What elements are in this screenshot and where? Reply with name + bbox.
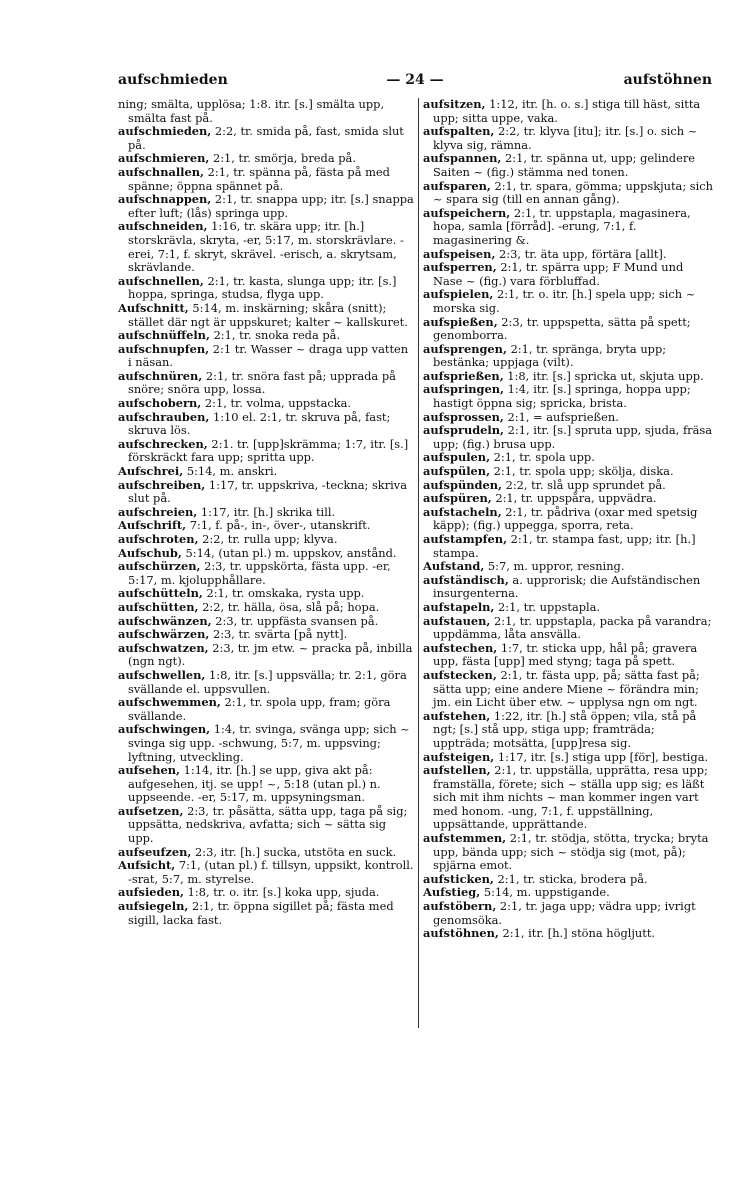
entry-definition: 2:1, tr. volma, uppstacka. [204, 396, 352, 411]
entry-headword: aufschwänzen, [118, 613, 212, 628]
dictionary-entry [118, 846, 414, 860]
entry-definition: 2:1, tr. o. itr. [h.] spela upp; sich ~ morska sig. [433, 287, 696, 315]
entry-headword: aufschnallen, [118, 164, 205, 179]
entry-headword: aufspulen, [423, 450, 491, 465]
entry-definition: 5:14, (utan pl.) m. uppskov, anstånd. [185, 545, 397, 560]
entry-definition: 1:17, itr. [s.] stiga upp [för], bestiga. [497, 749, 709, 764]
entry-definition: 2:1, tr. omskaka, rysta upp. [206, 586, 365, 601]
entry-headword: Aufstieg, [423, 885, 481, 900]
entry-definition: 2:1, tr. jaga upp; vädra upp; ivrigt genomsöka. [433, 899, 696, 927]
entry-headword: aufseufzen, [118, 844, 192, 859]
dictionary-entry [423, 424, 714, 451]
entry-definition: 5:14, m. inskärning; skåra (snitt); stället där ngt är uppskuret; kalter ~ kallskuret. [128, 300, 408, 329]
entry-definition: 2:3, tr. jm etw. ~ pracka på, inbilla (ngn ngt). [128, 640, 413, 669]
dictionary-entry [423, 125, 714, 152]
entry-headword: aufstemmen, [423, 831, 507, 846]
entry-headword: aufstellen, [423, 763, 491, 778]
entry-headword: aufstapeln, [423, 599, 495, 614]
dictionary-entry [423, 370, 714, 384]
dictionary-entry [118, 479, 414, 506]
entry-headword: Aufschrei, [118, 464, 184, 479]
entry-definition: 2:1, tr. spänna ut, upp; gelinderе Saiten ~ (fig.) stämma ned tonen. [433, 151, 696, 179]
dictionary-entry [118, 302, 414, 329]
dictionary-entry [423, 261, 714, 288]
entry-headword: aufsetzen, [118, 803, 184, 818]
dictionary-entry [423, 288, 714, 315]
entry-definition: 1:17, itr. [h.] skrika till. [200, 504, 336, 519]
entry-definition: 5:14, m. uppstigande. [483, 885, 610, 900]
entry-headword: aufschrauben, [118, 409, 210, 424]
dictionary-entry [118, 859, 414, 886]
dictionary-entry [118, 98, 414, 125]
header-right-headword: aufstöhnen [623, 72, 712, 88]
dictionary-entry [423, 343, 714, 370]
dictionary-entry [118, 533, 414, 547]
right-column [423, 98, 714, 941]
entry-definition: 2:1, tr. spola upp, fram; göra svällande. [128, 695, 391, 723]
entry-definition: 1:4, itr. [s.] springa, hoppa upp; hastigt öppna sig; spricka, brista. [433, 382, 691, 411]
dictionary-entry [423, 886, 714, 900]
entry-headword: aufstöbern, [423, 899, 497, 914]
dictionary-entry [423, 465, 714, 479]
entry-headword: aufsteigen, [423, 749, 495, 764]
dictionary-entry [423, 316, 714, 343]
dictionary-entry [118, 587, 414, 601]
dictionary-entry [423, 533, 714, 560]
dictionary-entry [423, 248, 714, 262]
entry-definition: 2:2, tr. slå upp sprundet på. [505, 477, 666, 492]
dictionary-entry [118, 642, 414, 669]
entry-headword: aufschütten, [118, 599, 199, 614]
entry-headword: aufschnellen, [118, 273, 204, 288]
entry-headword: aufschwemmen, [118, 695, 221, 710]
dictionary-entry [118, 696, 414, 723]
entry-headword: Aufschnitt, [118, 300, 189, 315]
dictionary-entry [118, 275, 414, 302]
dictionary-entry [423, 560, 714, 574]
dictionary-entry [118, 669, 414, 696]
entry-definition: 5:14, m. anskri. [186, 464, 278, 479]
entry-headword: aufspießen, [423, 314, 498, 329]
entry-headword: aufstampfen, [423, 532, 508, 546]
entry-headword: aufsitzen, [423, 98, 486, 111]
entry-definition: 2:1, tr. uppstapla. [498, 599, 601, 614]
entry-headword: aufstöhnen, [423, 926, 499, 941]
dictionary-entry [118, 886, 414, 900]
entry-headword: aufsperren, [423, 260, 497, 275]
entry-headword: aufspüren, [423, 491, 492, 506]
entry-definition: 2:1, tr. uppstapla, packa på varandra; uppdämma, låta ansvälla. [433, 613, 712, 642]
dictionary-entry [118, 560, 414, 587]
entry-headword: aufspülen, [423, 464, 491, 479]
dictionary-entry [423, 832, 714, 873]
entry-definition: 2:1, tr. spränga, bryta upp; bestänka; uppjaga (vilt). [433, 341, 667, 370]
entry-definition: 2:3, tr. svärta [på nytt]. [212, 627, 348, 642]
dictionary-entry [423, 574, 714, 601]
entry-definition: 2:1, tr. fästa upp, på; sätta fast på; sätta upp; eine andere Miene ~ förändra min; jm. ein Licht über etw. ~ upplysa ngn om ngt. [433, 667, 700, 710]
entry-definition: 1:17, tr. uppskriva, -teckna; skriva slut på. [128, 477, 408, 506]
dictionary-entry [118, 125, 414, 152]
dictionary-entry [423, 180, 714, 207]
dictionary-entry [118, 370, 414, 397]
entry-definition: 1:22, itr. [h.] stå öppen; vila, stå på ngt; [s.] stå upp, stiga upp; framträda; uppträda; motsätta, [upp]resa sig. [433, 708, 697, 750]
entry-headword: aufsticken, [423, 871, 494, 886]
dictionary-entry [118, 900, 414, 927]
entry-definition: 2:1, itr. [h.] stöna högljutt. [502, 926, 656, 941]
dictionary-entry [423, 642, 714, 669]
dictionary-entry [118, 152, 414, 166]
dictionary-entry [118, 506, 414, 520]
entry-headword: aufschreien, [118, 504, 198, 519]
entry-definition: 2:1, tr. snöra fast på; upprada på snöre; snöra upp, lossa. [128, 368, 396, 397]
entry-definition: 2:3, tr. uppfästa svansen på. [215, 613, 379, 628]
entry-headword: aufsprudeln, [423, 423, 505, 438]
dictionary-entry [423, 479, 714, 493]
entry-definition: 2:1, = aufsprießen. [507, 409, 619, 424]
entry-definition: 7:1, f. på-, in-, över-, utanskrift. [189, 518, 371, 533]
entry-definition: 2:2, tr. smida på, fast, smida slut på. [128, 124, 404, 152]
entry-headword: aufschobern, [118, 396, 202, 411]
dictionary-entry [423, 492, 714, 506]
entry-definition: 2:1. tr. [upp]skrämma; 1:7, itr. [s.] förskräckt fara upp; spritta upp. [128, 436, 409, 465]
dictionary-entry [118, 764, 414, 805]
entry-definition: 1:12, itr. [h. o. s.] stiga till häst, sitta upp; sitta uppe, vaka. [433, 98, 701, 125]
entry-headword: aufstacheln, [423, 504, 502, 519]
entry-definition: 2:1, tr. stampa fast, upp; itr. [h.] stampa. [433, 532, 696, 560]
dictionary-entry [423, 669, 714, 710]
entry-headword: aufschnüren, [118, 368, 203, 383]
entry-headword: Aufschub, [118, 545, 182, 560]
entry-definition: 2:1, tr. sticka, brodera på. [497, 871, 648, 886]
entry-headword: aufschmieden, [118, 124, 212, 139]
dictionary-entry [118, 438, 414, 465]
entry-definition: 2:1, tr. uppstapla, magasinera, hopa, samla [förråd]. -erung, 7:1, f. magasinering &. [433, 205, 691, 247]
entry-headword: aufspielen, [423, 287, 494, 302]
entry-headword: aufsieden, [118, 885, 185, 900]
dictionary-entry [423, 900, 714, 927]
dictionary-entry [118, 397, 414, 411]
entry-definition: 2:1, tr. uppställa, upprätta, resa upp; framställa, förete; sich ~ ställa upp sig; es läßt sich mit ihm nichts ~ man kommer ingen vart med honom. -ung, 7:1, f. uppställning, uppsättande, upprättande. [433, 763, 708, 832]
entry-headword: aufschmieren, [118, 151, 210, 166]
entry-definition: 2:1, tr. snoka reda på. [213, 328, 341, 343]
dictionary-entry [118, 547, 414, 561]
entry-headword: aufspeichern, [423, 205, 511, 220]
page-number: — 24 — [386, 72, 444, 88]
dictionary-entry [118, 805, 414, 846]
entry-headword: aufstechen, [423, 640, 498, 655]
entry-definition: 2:2, tr. rulla upp; klyva. [202, 532, 338, 546]
dictionary-entry [118, 723, 414, 764]
dictionary-entry [423, 98, 714, 125]
entry-headword: aufspannen, [423, 151, 502, 166]
entry-definition: 2:1, tr. spara, gömma; uppskjuta; sich ~ spara sig (till en annan gång). [433, 178, 714, 207]
entry-definition: 2:1, tr. pådriva (oxar med spetsig käpp); (fig.) uppegga, sporra, reta. [433, 504, 698, 533]
entry-headword: aufschwingen, [118, 722, 211, 737]
entry-headword: aufsprengen, [423, 341, 507, 356]
dictionary-entry [423, 710, 714, 751]
entry-headword: aufschürzen, [118, 559, 201, 574]
entry-headword: aufstehen, [423, 708, 491, 723]
entry-headword: Aufstand, [423, 559, 485, 574]
entry-headword: aufspringen, [423, 382, 505, 397]
entry-definition: 2:1, tr. stödja, stötta, trycka; bryta upp, bända upp; sich ~ stödja sig (mot, på); spjärna emot. [433, 831, 709, 873]
entry-definition: 1:4, tr. svinga, svänga upp; sich ~ svinga sig upp. -schwung, 5:7, m. uppsving; lyftning, utveckling. [128, 722, 410, 764]
entry-definition: 2:1, tr. spärra upp; F Mund und Nase ~ (fig.) vara förbluffad. [433, 260, 684, 288]
entry-definition: 1:8, itr. [s.] uppsvälla; tr. 2:1, göra svällande el. uppsvullen. [128, 667, 407, 696]
dictionary-entry [423, 751, 714, 765]
entry-definition: 2:3, tr. påsätta, sätta upp, taga på sig; uppsätta, nedskriva, avfatta; sich ~ sätta sig upp. [128, 803, 408, 846]
dictionary-entry [118, 519, 414, 533]
dictionary-entry [118, 411, 414, 438]
dictionary-entry [118, 329, 414, 343]
left-column [118, 98, 414, 927]
entry-definition: 2:3, tr. uppskörta, fästa upp. -er, 5:17, m. kjolupphållare. [128, 559, 391, 587]
dictionary-entry [118, 343, 414, 370]
entry-definition: 2:1, tr. uppspåra, uppvädra. [495, 491, 657, 506]
entry-definition: 1:14, itr. [h.] se upp, giva akt på: aufgesehen, itj. se upp! ~, 5:18 (utan pl.) n. uppseende. -er, 5:17, m. uppsyningsman. [128, 763, 381, 805]
dictionary-entry [118, 220, 414, 274]
dictionary-entry [423, 615, 714, 642]
entry-definition: 2:2, tr. hälla, ösa, slå på; hopa. [202, 599, 380, 614]
entry-headword: aufschrecken, [118, 436, 208, 451]
dictionary-entry [423, 601, 714, 615]
dictionary-entry [423, 451, 714, 465]
entry-definition: 1:8, itr. [s.] spricka ut, skjuta upp. [507, 368, 704, 383]
entry-headword: aufschwärzen, [118, 627, 210, 642]
entry-definition: 2:1, tr. snappa upp; itr. [s.] snappa efter luft; (lås) springa upp. [128, 192, 414, 220]
entry-definition: 2:1, tr. spänna på, fästa på med spänne; öppna spännet på. [128, 164, 390, 193]
header-left-headword: aufschmieden [118, 72, 228, 88]
entry-headword: aufschnupfen, [118, 341, 210, 356]
dictionary-entry [423, 927, 714, 941]
dictionary-entry [118, 615, 414, 629]
dictionary-entry [423, 506, 714, 533]
entry-headword: aufschreiben, [118, 477, 206, 492]
entry-definition: a. upprorisk; die Aufständischen insurgenterna. [433, 572, 701, 601]
page-header [118, 72, 712, 94]
entry-headword: aufschroten, [118, 532, 199, 546]
entry-definition: 2:2, tr. klyva [itu]; itr. [s.] o. sich ~ klyva sig, rämna. [433, 124, 698, 152]
entry-definition: ning; smälta, upplösa; 1:8. itr. [s.] smälta upp, smälta fast på. [118, 98, 385, 125]
entry-headword: aufspalten, [423, 124, 495, 139]
column-divider [418, 98, 419, 1028]
entry-definition: 7:1, (utan pl.) f. tillsyn, uppsikt, kontroll. -srat, 5:7, m. styrelse. [128, 858, 414, 886]
entry-definition: 1:7, tr. sticka upp, hål på; gravera upp, fästa [upp] med styng; taga på spett. [433, 640, 698, 669]
entry-headword: aufschwellen, [118, 667, 206, 682]
entry-definition: 2:3, tr. äta upp, förtära [allt]. [499, 246, 667, 261]
dictionary-entry [423, 411, 714, 425]
dictionary-entry [423, 383, 714, 410]
dictionary-entry [423, 152, 714, 179]
entry-definition: 2:1, tr. spola upp; skölja, diska. [493, 464, 674, 479]
dictionary-entry [423, 764, 714, 832]
entry-headword: aufsehen, [118, 763, 180, 778]
entry-headword: aufstauen, [423, 613, 491, 628]
entry-definition: 5:7, m. uppror, resning. [487, 559, 625, 574]
entry-headword: aufschneiden, [118, 219, 208, 234]
entry-definition: 1:10 el. 2:1, tr. skruva på, fast; skruva lös. [128, 409, 391, 438]
entry-headword: aufschütteln, [118, 586, 203, 601]
entry-definition: 2:3, tr. uppspetta, sätta på spett; genomborra. [433, 314, 691, 343]
entry-headword: aufsparen, [423, 178, 491, 193]
entry-headword: aufstecken, [423, 667, 497, 682]
dictionary-entry [423, 873, 714, 887]
entry-headword: aufschnappen, [118, 192, 212, 207]
entry-headword: aufschwatzen, [118, 640, 209, 655]
entry-definition: 2:1, tr. kasta, slunga upp; itr. [s.] hoppa, springa, studsa, flyga upp. [128, 273, 397, 302]
entry-definition: 2:1, tr. smörja, breda på. [212, 151, 356, 166]
entry-headword: aufspünden, [423, 477, 502, 492]
entry-headword: aufspeisen, [423, 246, 496, 261]
entry-headword: aufständisch, [423, 572, 509, 587]
dictionary-entry [118, 166, 414, 193]
entry-definition: 2:1, tr. spola upp. [493, 450, 595, 465]
entry-headword: Aufschrift, [118, 518, 187, 533]
entry-definition: 2:3, itr. [h.] sucka, utstöta en suck. [195, 844, 397, 859]
dictionary-entry [118, 193, 414, 220]
dictionary-entry [118, 628, 414, 642]
entry-definition: 1:8, tr. o. itr. [s.] koka upp, sjuda. [187, 885, 380, 900]
entry-headword: aufsprossen, [423, 409, 504, 424]
dictionary-entry [423, 207, 714, 248]
entry-definition: 1:16, tr. skära upp; itr. [h.] storskrävla, skryta, -er, 5:17, m. storskrävlare. -erei, 7:1, f. skryt, skrävel. -erisch, a. skrytsam, skrävlande. [128, 219, 404, 275]
entry-definition: 2:1 tr. Wasser ~ draga upp vatten i näsan. [128, 341, 409, 370]
dictionary-entry [118, 465, 414, 479]
entry-headword: aufsprießen, [423, 368, 504, 383]
entry-headword: aufsiegeln, [118, 899, 189, 914]
entry-definition: 2:1, itr. [s.] spruta upp, sjuda, fräsa upp; (fig.) brusa upp. [433, 423, 713, 451]
entry-definition: 2:1, tr. öppna sigillet på; fästa med sigill, lacka fast. [128, 899, 394, 927]
dictionary-entry [118, 601, 414, 615]
entry-headword: aufschnüffeln, [118, 328, 210, 343]
entry-headword: Aufsicht, [118, 858, 176, 873]
